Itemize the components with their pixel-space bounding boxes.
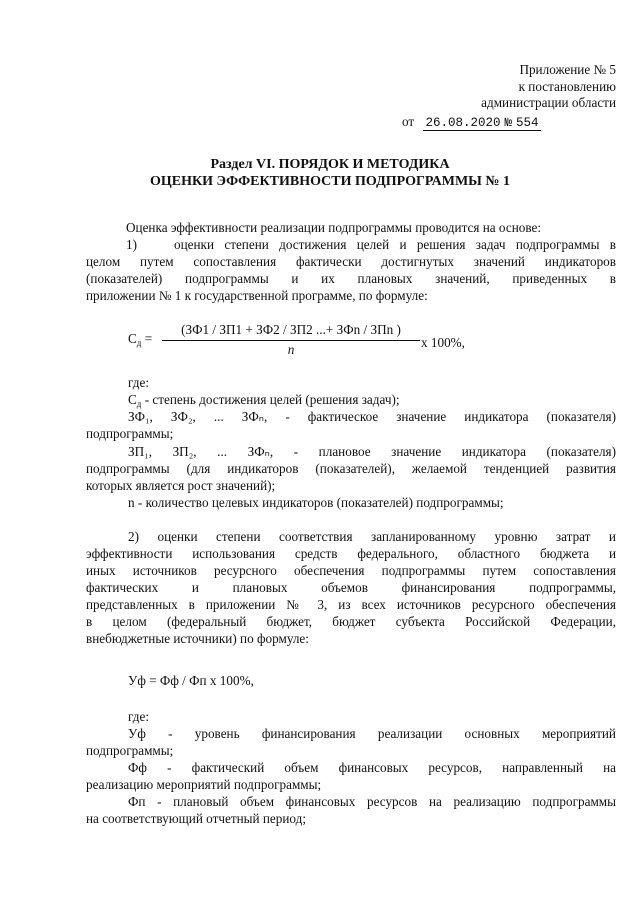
formula1-numerator: (ЗФ1 / ЗП1 + ЗФ2 / ЗП2 ...+ ЗФn / ЗПn ) bbox=[181, 322, 401, 337]
item2-line-4: фактических и плановых объемов финансирования подпрограммы, bbox=[86, 580, 616, 595]
formula2: Уф = Фф / Фп x 100%, bbox=[128, 673, 254, 688]
where2-label: где: bbox=[128, 709, 149, 724]
item2-line-2: эффективности использования средств федерального, областного бюджета и bbox=[86, 546, 616, 561]
item1-line-2: целом путем сопоставления фактически достигнутых значений индикаторов bbox=[86, 254, 616, 269]
item1-number: 1) bbox=[126, 237, 137, 252]
document-number: 554 bbox=[516, 116, 539, 130]
where1-def-2-line-1: ЗФ₁, ЗФ₂, ... ЗФₙ, - фактическое значение индикатора (показателя) bbox=[128, 409, 616, 424]
where1-def-3-line-3: которых является рост значений); bbox=[86, 478, 276, 493]
def1-text: - степень достижения целей (решения задач); bbox=[141, 392, 400, 407]
formula1-lhs bbox=[128, 331, 152, 348]
title-line-1: Раздел VI. ПОРЯДОК И МЕТОДИКА bbox=[210, 157, 450, 172]
where1-def-1 bbox=[128, 392, 618, 409]
title-line-2: ОЦЕНКИ ЭФФЕКТИВНОСТИ ПОДПРОГРАММЫ № 1 bbox=[150, 174, 510, 189]
where1-def-3-line-1: ЗП₁, ЗП₂, ... ЗФₙ, - плановое значение индикатора (показателя) bbox=[128, 444, 616, 459]
intro-text: Оценка эффективности реализации подпрограммы проводится на основе: bbox=[126, 220, 542, 235]
where2-def-3-line-2: на соответствующий отчетный период; bbox=[86, 811, 307, 826]
formula1-equals: = bbox=[144, 331, 153, 346]
formula1-denominator: n bbox=[287, 342, 295, 357]
item2-line-7: внебюджетные источники) по формуле: bbox=[86, 631, 309, 646]
header-line-1: Приложение № 5 bbox=[519, 62, 616, 77]
item1-line-3: (показателей) подпрограммы и их плановых значений, приведенных в bbox=[86, 271, 616, 286]
where1-def-4: n - количество целевых индикаторов (показателей) подпрограммы; bbox=[128, 495, 504, 510]
where1-def-3-line-2: подпрограммы (для индикаторов (показателей), желаемой тенденцией развития bbox=[86, 461, 616, 476]
formula1-subscript: д bbox=[136, 338, 142, 348]
where2-def-2-line-1: Фф - фактический объем финансовых ресурсов, направленный на bbox=[128, 760, 616, 775]
item1-line-1: оценки степени достижения целей и решения задач подпрограммы в bbox=[174, 237, 616, 252]
def1-symbol: С bbox=[128, 392, 137, 407]
def1-subscript: д bbox=[136, 399, 142, 409]
formula1-tail: x 100%, bbox=[421, 335, 465, 350]
header-date-line bbox=[402, 114, 622, 132]
document-date: 26.08.2020 bbox=[425, 116, 501, 130]
date-prefix: от bbox=[402, 114, 415, 129]
item2-line-1: 2) оценки степени соответствия запланированному уровню затрат и bbox=[128, 529, 616, 544]
where1-label: где: bbox=[128, 375, 149, 390]
header-line-2: к постановлению bbox=[518, 78, 616, 94]
item2-line-5: представленных в приложении № 3, из всех источников ресурсного обеспечения bbox=[86, 597, 616, 612]
where2-def-1-line-1: Уф - уровень финансирования реализации основных мероприятий bbox=[128, 726, 616, 741]
formula1-symbol: С bbox=[128, 331, 137, 346]
where2-def-3-line-1: Фп - плановый объем финансовых ресурсов на реализацию подпрограммы bbox=[128, 794, 616, 809]
where2-def-1-line-2: подпрограммы; bbox=[86, 743, 174, 758]
number-sign: № bbox=[504, 116, 513, 130]
item2-line-6: в целом (федеральный бюджет, бюджет субъекта Российской Федерации, bbox=[86, 614, 616, 629]
item1-line-4: приложении № 1 к государственной программе, по формуле: bbox=[86, 288, 428, 303]
where1-def-2-line-2: подпрограммы; bbox=[86, 426, 174, 441]
section-title bbox=[80, 156, 580, 190]
formula1-fraction-bar bbox=[162, 340, 420, 341]
header-line-3: администрации области bbox=[481, 95, 616, 111]
header-block bbox=[380, 62, 616, 112]
where2-def-2-line-2: реализацию мероприятий подпрограммы; bbox=[86, 777, 322, 792]
item2-line-3: иных источников ресурсного обеспечения подпрограммы путем сопоставления bbox=[86, 563, 616, 578]
